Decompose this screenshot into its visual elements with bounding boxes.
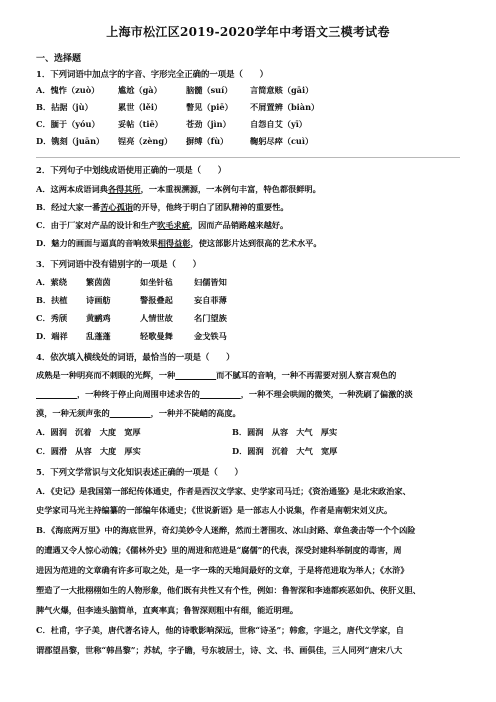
q3-b-word-1: B．扶植 xyxy=(36,295,68,305)
q1-c-word-3: 苍劲（jìn） xyxy=(186,119,231,129)
q3-d-word-3: 轻歌曼舞 xyxy=(140,331,173,341)
q2-b-text: B．经过大家一番 xyxy=(36,202,101,212)
q3-d-word-2: 乱蓬蓬 xyxy=(86,331,111,341)
q3-c-word-1: C．秀颀 xyxy=(36,313,68,323)
question-5-line: A．《史记》是我国第一部纪传体通史，作者是西汉文学家、史学家司马迁；《资治通鉴》是北宋政治家、 xyxy=(36,486,411,496)
q3-c-word-3: 人情世故 xyxy=(140,313,173,323)
question-2-option-a xyxy=(36,184,460,195)
q2-d-text-end: ，使这部影片达到很高的艺术水平。 xyxy=(190,238,322,248)
q1-b-word-4: 不屑置辨（biàn） xyxy=(250,102,320,112)
section-heading: 一、选择题 xyxy=(36,54,82,64)
q4-text: 漠，一种无须声张的 xyxy=(36,408,110,418)
q1-a-word-2: 尴尬（gà） xyxy=(118,85,162,95)
question-5-line: 进因为范进的文章确有许多可取之处，是一字一珠的天地间最好的文章，于是将范进取为举人；《水浒》 xyxy=(36,565,409,575)
q1-d-word-3: 摒缚（fù） xyxy=(186,136,229,146)
q1-a-word-3: 脑髓（suí） xyxy=(186,85,233,95)
question-5-line: 谓郡望昌黎，世称“韩昌黎”；苏轼，字子瞻，号东坡居士，诗、文、书、画俱佳，三人同列“唐宋八大 xyxy=(36,645,403,655)
q3-b-word-2: 诗画舫 xyxy=(86,295,111,305)
question-2-option-d xyxy=(36,238,460,249)
question-4-passage-line-1 xyxy=(36,370,460,381)
q3-b-word-3: 警报叠起 xyxy=(140,295,173,305)
q4-text: ，一种终于停止向周围申述求告的 xyxy=(76,389,200,399)
question-2-option-b xyxy=(36,202,460,213)
q1-d-word-4: 鞠躬尽瘁（cuì） xyxy=(250,136,314,146)
q4-option-a: A．圆润 沉着 大度 宽厚 xyxy=(36,427,141,437)
q1-d-word-1: D．镌刻（juān） xyxy=(36,136,105,146)
question-2-stem: 2．下列句子中划线成语使用正确的一项是（ ） xyxy=(36,165,227,175)
q2-a-text: A．这两本成语词典 xyxy=(36,184,108,194)
q4-text: 而不腻耳的音响，一种不再需要对别人察言观色的 xyxy=(216,370,397,380)
question-4-stem: 4．依次填入横线处的词语，最恰当的一项是（ ） xyxy=(36,352,235,362)
q2-b-text-end: 的开导，他终于明白了团队精神的重要性。 xyxy=(133,202,289,212)
q1-d-word-2: 锃亮（zèng） xyxy=(118,136,173,146)
fill-blank-1 xyxy=(175,370,216,380)
q1-c-word-4: 自怨自艾（yī） xyxy=(250,119,307,129)
fill-blank-3 xyxy=(200,389,241,399)
q1-c-word-2: 妥帖（tiē） xyxy=(118,119,163,129)
q3-a-word-3: 如坐针毡 xyxy=(140,277,173,287)
question-5-line: 的遭遇又令人惊心动魄；《儒林外史》里的周进和范进是“腐儒”的代表，深受封建科举制度的毒害，周 xyxy=(36,545,402,555)
q2-c-text-end: ，因而产品销路越来越好。 xyxy=(189,220,289,230)
q3-c-word-2: 黄鹂鸡 xyxy=(86,313,111,323)
fill-blank-2 xyxy=(36,389,77,399)
q2-c-text: C．由于厂家对产品的设计和生产 xyxy=(36,220,158,230)
q4-option-c: C．圆滑 从容 大度 厚实 xyxy=(36,446,141,456)
q2-b-idiom: 苦心孤诣 xyxy=(100,202,133,212)
question-4-passage-line-2 xyxy=(36,389,460,400)
question-5-line: B．《海底两万里》中的海底世界，奇幻美妙令人迷醉，然而土著围攻、冰山封路、章鱼袭击等一个个凶险 xyxy=(36,525,416,535)
question-4-passage-line-3 xyxy=(36,408,460,419)
q1-b-word-2: 累世（lěi） xyxy=(118,102,163,112)
question-3-stem: 3．下列词语中没有错别字的一项是（ ） xyxy=(36,259,201,269)
q1-b-word-3: 瞥见（piē） xyxy=(186,102,233,112)
q2-d-text: D．魅力的画面与逼真的音响效果 xyxy=(36,238,158,248)
q1-a-word-4: 言简意赅（gāi） xyxy=(250,85,314,95)
q3-c-word-4: 名门望族 xyxy=(194,313,227,323)
q4-option-b: B．圆润 从容 大气 厚实 xyxy=(232,427,338,437)
question-5-line: 史学家司马光主持编纂的一部编年体通史；《世说新语》是一部志人小说集，作者是南朝宋刘义庆。 xyxy=(36,505,393,515)
question-2-option-c xyxy=(36,220,460,231)
q3-b-word-4: 妄自菲薄 xyxy=(194,295,227,305)
q3-d-word-1: D．端祥 xyxy=(36,331,68,341)
q1-c-word-1: C．腼于（yóu） xyxy=(36,119,100,129)
q1-a-word-1: A．愧怍（zuò） xyxy=(36,85,100,95)
q3-d-word-4: 金戈铁马 xyxy=(194,331,227,341)
q4-text: ，一种不理会哄闹的微笑，一种洗刷了偏激的淡 xyxy=(240,389,413,399)
q1-b-word-1: B．拈据（jù） xyxy=(36,102,93,112)
q2-c-idiom: 吹毛求疵 xyxy=(157,220,190,230)
q2-a-idiom: 各得其所 xyxy=(107,184,141,194)
question-5-line: 脾气火爆，但李逵头脑简单，直爽率真；鲁智深则粗中有细，能近明理。 xyxy=(36,605,299,615)
q2-d-idiom: 相得益彰 xyxy=(157,238,191,248)
divider xyxy=(36,157,460,158)
q4-option-d: D．圆润 沉着 大气 宽厚 xyxy=(232,446,338,456)
q4-text: 成熟是一种明亮而不刺眼的光辉，一种 xyxy=(36,370,176,380)
question-1-stem: 1．下列词语中加点字的字音、字形完全正确的一项是（ ） xyxy=(36,69,268,79)
fill-blank-4 xyxy=(110,408,151,418)
question-5-stem: 5．下列文学常识与文化知识表述正确的一项是（ ） xyxy=(36,467,243,477)
q3-a-word-2: 繁茵茵 xyxy=(86,277,111,287)
q3-a-word-4: 妇儒皆知 xyxy=(194,277,227,287)
question-5-line: 塑造了一大批栩栩如生的人物形象，他们既有共性又有个性，例如：鲁智深和李逵都疾恶如仇、侠肝义胆、 xyxy=(36,585,421,595)
page-title: 上海市松江区2019-2020学年中考语文三模考试卷 xyxy=(106,25,390,39)
question-5-line: C．杜甫，字子美，唐代著名诗人，他的诗歌影响深远，世称“诗圣”；韩愈，字退之，唐代文学家，自 xyxy=(36,625,404,635)
q4-text: ，一种并不陡峭的高度。 xyxy=(150,408,241,418)
q2-a-text-end: ，一本重视溯源，一本例句丰富，特色都很鲜明。 xyxy=(140,184,321,194)
q3-a-word-1: A．萦绕 xyxy=(36,277,67,287)
